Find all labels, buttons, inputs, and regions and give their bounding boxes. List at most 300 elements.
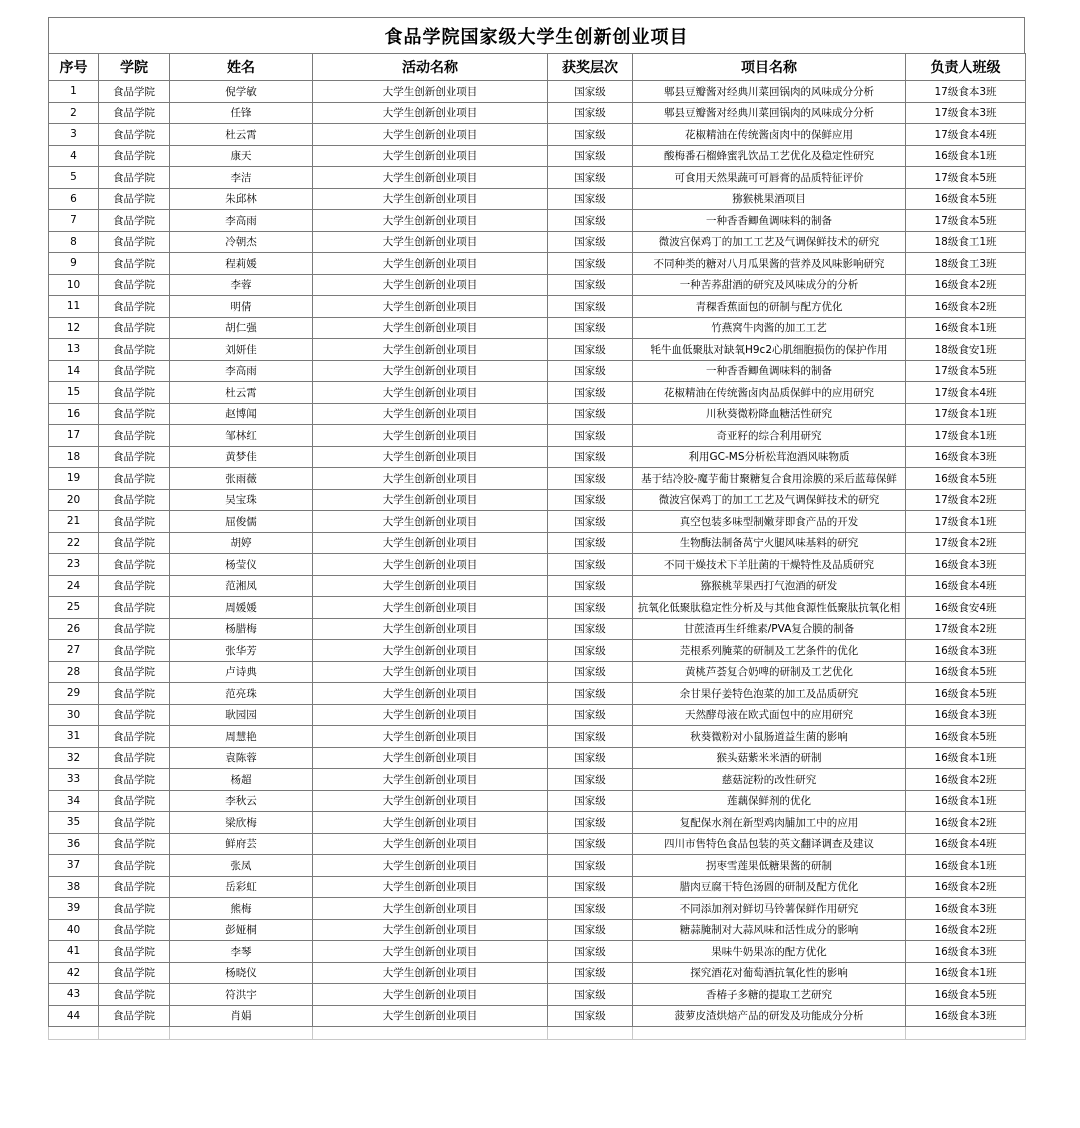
cell-college: 食品学院 [99,425,170,447]
cell-project: 不同添加剂对鲜切马铃薯保鲜作用研究 [633,898,906,920]
cell-index: 34 [49,790,99,812]
cell-project: 利用GC-MS分析松茸泡酒风味物质 [633,446,906,468]
cell-college: 食品学院 [99,360,170,382]
cell-index: 36 [49,833,99,855]
cell-project: 川秋葵微粉降血糖活性研究 [633,403,906,425]
cell-activity: 大学生创新创业项目 [313,511,548,533]
cell-class: 17级食本3班 [906,102,1026,124]
table-row [49,812,1026,834]
cell-award-level: 国家级 [548,618,633,640]
cell-class: 17级食本5班 [906,360,1026,382]
cell-index: 10 [49,274,99,296]
table-row [49,145,1026,167]
table-row [49,296,1026,318]
cell-project: 果味牛奶果冻的配方优化 [633,941,906,963]
cell-index: 22 [49,532,99,554]
header-class: 负责人班级 [906,54,1026,81]
cell-index: 20 [49,489,99,511]
table-row [49,532,1026,554]
table-row [49,403,1026,425]
cell-class: 17级食本5班 [906,167,1026,189]
cell-name: 张华芳 [170,640,313,662]
cell-activity: 大学生创新创业项目 [313,231,548,253]
header-college: 学院 [99,54,170,81]
cell-activity: 大学生创新创业项目 [313,597,548,619]
cell-project: 竹燕窝牛肉酱的加工工艺 [633,317,906,339]
cell-project: 猕猴桃果酒项目 [633,188,906,210]
cell-college: 食品学院 [99,833,170,855]
cell-class: 17级食本2班 [906,618,1026,640]
cell-award-level: 国家级 [548,833,633,855]
cell-name: 梁欣梅 [170,812,313,834]
cell-class: 17级食本1班 [906,425,1026,447]
cell-project: 四川市售特色食品包装的英文翻译调查及建议 [633,833,906,855]
cell-college: 食品学院 [99,446,170,468]
cell-activity: 大学生创新创业项目 [313,747,548,769]
cell-name: 黄梦佳 [170,446,313,468]
table-row [49,726,1026,748]
cell-class: 16级食本1班 [906,790,1026,812]
cell-project: 生物酶法制备莴宁火腿风味基料的研究 [633,532,906,554]
cell-project: 花椒精油在传统酱卤肉品质保鲜中的应用研究 [633,382,906,404]
cell-name: 邹林红 [170,425,313,447]
cell-project: 一种苦荞甜酒的研究及风味成分的分析 [633,274,906,296]
cell-project: 甘蔗渣再生纤维素/PVA复合膜的制备 [633,618,906,640]
cell-award-level: 国家级 [548,704,633,726]
table-row [49,339,1026,361]
cell-index: 1 [49,81,99,103]
cell-award-level: 国家级 [548,532,633,554]
cell-project: 微波宫保鸡丁的加工工艺及气调保鲜技术的研究 [633,231,906,253]
cell-college: 食品学院 [99,984,170,1006]
cell-award-level: 国家级 [548,855,633,877]
cell-award-level: 国家级 [548,210,633,232]
cell-activity: 大学生创新创业项目 [313,1005,548,1027]
cell-name: 李高雨 [170,210,313,232]
cell-award-level: 国家级 [548,640,633,662]
table-row [49,425,1026,447]
cell-college: 食品学院 [99,941,170,963]
table-row [49,446,1026,468]
cell-name: 冷朝杰 [170,231,313,253]
cell-activity: 大学生创新创业项目 [313,661,548,683]
cell-award-level: 国家级 [548,403,633,425]
table-row [49,769,1026,791]
cell-award-level: 国家级 [548,962,633,984]
cell-project: 花椒精油在传统酱卤肉中的保鲜应用 [633,124,906,146]
cell-project: 郫县豆瓣酱对经典川菜回锅肉的风味成分分析 [633,102,906,124]
cell-award-level: 国家级 [548,339,633,361]
table-row [49,683,1026,705]
cell-name: 肖娟 [170,1005,313,1027]
cell-college: 食品学院 [99,489,170,511]
cell-name: 李琴 [170,941,313,963]
cell-index: 30 [49,704,99,726]
cell-activity: 大学生创新创业项目 [313,446,548,468]
cell-activity: 大学生创新创业项目 [313,403,548,425]
cell-name: 鲜府芸 [170,833,313,855]
cell-class: 16级食本3班 [906,898,1026,920]
cell-project: 探究酒花对葡萄酒抗氧化性的影响 [633,962,906,984]
cell-award-level: 国家级 [548,124,633,146]
cell-college: 食品学院 [99,382,170,404]
cell-class: 16级食本5班 [906,468,1026,490]
cell-project: 慈菇淀粉的改性研究 [633,769,906,791]
cell-index: 3 [49,124,99,146]
cell-activity: 大学生创新创业项目 [313,812,548,834]
cell-activity: 大学生创新创业项目 [313,489,548,511]
cell-class: 16级食本2班 [906,812,1026,834]
table-row [49,231,1026,253]
cell-name: 符洪宇 [170,984,313,1006]
cell-award-level: 国家级 [548,661,633,683]
spreadsheet [48,17,1025,1040]
cell-index: 39 [49,898,99,920]
cell-college: 食品学院 [99,726,170,748]
cell-class: 16级食本5班 [906,683,1026,705]
cell-index: 29 [49,683,99,705]
table-row [49,317,1026,339]
cell-award-level: 国家级 [548,876,633,898]
table-row [49,984,1026,1006]
cell-award-level: 国家级 [548,1005,633,1027]
cell-index: 41 [49,941,99,963]
cell-college: 食品学院 [99,919,170,941]
cell-project: 一种香香鲫鱼调味料的制备 [633,210,906,232]
cell-name: 杜云霄 [170,124,313,146]
cell-award-level: 国家级 [548,575,633,597]
cell-project: 余甘果仔姜特色泡菜的加工及品质研究 [633,683,906,705]
cell-name: 杜云霄 [170,382,313,404]
cell-award-level: 国家级 [548,597,633,619]
cell-college: 食品学院 [99,855,170,877]
cell-class: 18级食工1班 [906,231,1026,253]
cell-index: 17 [49,425,99,447]
cell-class: 16级食本3班 [906,1005,1026,1027]
table-row [49,124,1026,146]
cell-activity: 大学生创新创业项目 [313,124,548,146]
cell-class: 16级食本5班 [906,188,1026,210]
cell-project: 猕猴桃苹果西打气泡酒的研发 [633,575,906,597]
cell-college: 食品学院 [99,532,170,554]
cell-index: 23 [49,554,99,576]
cell-award-level: 国家级 [548,511,633,533]
cell-index: 14 [49,360,99,382]
cell-college: 食品学院 [99,511,170,533]
cell-index: 38 [49,876,99,898]
cell-index: 9 [49,253,99,275]
cell-index: 18 [49,446,99,468]
cell-activity: 大学生创新创业项目 [313,876,548,898]
cell-college: 食品学院 [99,167,170,189]
table-row [49,511,1026,533]
cell-class: 16级食本1班 [906,962,1026,984]
cell-name: 胡仁强 [170,317,313,339]
cell-college: 食品学院 [99,640,170,662]
cell-award-level: 国家级 [548,898,633,920]
cell-project: 抗氧化低聚肽稳定性分析及与其他食源性低聚肽抗氧化相 [633,597,906,619]
cell-name: 耿园园 [170,704,313,726]
table-row [49,1005,1026,1027]
cell-project: 秋葵微粉对小鼠肠道益生菌的影响 [633,726,906,748]
cell-index: 32 [49,747,99,769]
cell-index: 28 [49,661,99,683]
cell-activity: 大学生创新创业项目 [313,317,548,339]
cell-index: 19 [49,468,99,490]
header-award-level: 获奖层次 [548,54,633,81]
table-row [49,575,1026,597]
cell-award-level: 国家级 [548,253,633,275]
cell-index: 2 [49,102,99,124]
cell-index: 11 [49,296,99,318]
cell-project: 一种香香鲫鱼调味料的制备 [633,360,906,382]
cell-project: 牦牛血低聚肽对缺氧H9c2心肌细胞损伤的保护作用 [633,339,906,361]
cell-name: 胡婷 [170,532,313,554]
cell-name: 吴宝珠 [170,489,313,511]
cell-name: 赵博闻 [170,403,313,425]
cell-class: 16级食本3班 [906,704,1026,726]
cell-award-level: 国家级 [548,812,633,834]
cell-award-level: 国家级 [548,296,633,318]
table-row [49,253,1026,275]
cell-college: 食品学院 [99,618,170,640]
cell-class: 16级食本3班 [906,446,1026,468]
cell-name: 熊梅 [170,898,313,920]
cell-name: 倪学敏 [170,81,313,103]
table-row [49,790,1026,812]
cell-name: 杨腊梅 [170,618,313,640]
cell-project: 菠萝皮渣烘焙产品的研发及功能成分分析 [633,1005,906,1027]
table-row [49,941,1026,963]
cell-index: 15 [49,382,99,404]
cell-index: 8 [49,231,99,253]
table-row [49,360,1026,382]
cell-activity: 大学生创新创业项目 [313,769,548,791]
cell-index: 12 [49,317,99,339]
table-row [49,468,1026,490]
cell-award-level: 国家级 [548,919,633,941]
cell-class: 17级食本2班 [906,532,1026,554]
cell-class: 16级食本4班 [906,833,1026,855]
cell-activity: 大学生创新创业项目 [313,575,548,597]
table-row [49,640,1026,662]
cell-name: 岳彩虹 [170,876,313,898]
table-row [49,919,1026,941]
cell-index: 37 [49,855,99,877]
cell-project: 糖蒜腌制对大蒜风味和活性成分的影响 [633,919,906,941]
cell-college: 食品学院 [99,145,170,167]
cell-activity: 大学生创新创业项目 [313,726,548,748]
cell-class: 17级食本5班 [906,210,1026,232]
cell-project: 青稞香蕉面包的研制与配方优化 [633,296,906,318]
header-project: 项目名称 [633,54,906,81]
cell-activity: 大学生创新创业项目 [313,941,548,963]
cell-project: 猴头菇紫米米酒的研制 [633,747,906,769]
cell-activity: 大学生创新创业项目 [313,984,548,1006]
cell-class: 16级食本5班 [906,984,1026,1006]
cell-index: 27 [49,640,99,662]
cell-activity: 大学生创新创业项目 [313,468,548,490]
cell-name: 周慧艳 [170,726,313,748]
cell-college: 食品学院 [99,683,170,705]
cell-college: 食品学院 [99,124,170,146]
cell-activity: 大学生创新创业项目 [313,425,548,447]
cell-college: 食品学院 [99,339,170,361]
cell-index: 7 [49,210,99,232]
cell-activity: 大学生创新创业项目 [313,640,548,662]
cell-activity: 大学生创新创业项目 [313,382,548,404]
cell-activity: 大学生创新创业项目 [313,919,548,941]
table-row [49,898,1026,920]
cell-project: 酸梅番石榴蜂蜜乳饮品工艺优化及稳定性研究 [633,145,906,167]
cell-activity: 大学生创新创业项目 [313,683,548,705]
cell-class: 16级食本1班 [906,317,1026,339]
cell-class: 16级食本1班 [906,855,1026,877]
cell-activity: 大学生创新创业项目 [313,339,548,361]
cell-name: 李洁 [170,167,313,189]
cell-name: 康天 [170,145,313,167]
table-row [49,704,1026,726]
cell-award-level: 国家级 [548,274,633,296]
cell-name: 袁陈蓉 [170,747,313,769]
cell-activity: 大学生创新创业项目 [313,296,548,318]
cell-class: 16级食本2班 [906,296,1026,318]
cell-name: 彭娅桐 [170,919,313,941]
cell-index: 40 [49,919,99,941]
cell-college: 食品学院 [99,575,170,597]
cell-activity: 大学生创新创业项目 [313,790,548,812]
cell-award-level: 国家级 [548,188,633,210]
cell-activity: 大学生创新创业项目 [313,618,548,640]
cell-activity: 大学生创新创业项目 [313,167,548,189]
cell-college: 食品学院 [99,188,170,210]
table-row [49,167,1026,189]
cell-college: 食品学院 [99,876,170,898]
cell-college: 食品学院 [99,790,170,812]
cell-name: 李秋云 [170,790,313,812]
cell-activity: 大学生创新创业项目 [313,532,548,554]
cell-award-level: 国家级 [548,790,633,812]
cell-name: 程莉媛 [170,253,313,275]
cell-project: 黄桃芦荟复合奶啤的研制及工艺优化 [633,661,906,683]
cell-activity: 大学生创新创业项目 [313,554,548,576]
cell-award-level: 国家级 [548,317,633,339]
cell-project: 真空包装多味型制嫩芽即食产品的开发 [633,511,906,533]
table-row [49,188,1026,210]
cell-index: 13 [49,339,99,361]
table-row [49,747,1026,769]
cell-class: 17级食本2班 [906,489,1026,511]
cell-name: 杨超 [170,769,313,791]
sheet-title: 食品学院国家级大学生创新创业项目 [48,17,1025,53]
cell-award-level: 国家级 [548,446,633,468]
header-index: 序号 [49,54,99,81]
cell-award-level: 国家级 [548,167,633,189]
data-table [48,53,1026,1040]
cell-award-level: 国家级 [548,747,633,769]
empty-row [49,1027,1026,1040]
cell-college: 食品学院 [99,274,170,296]
cell-name: 范湘凤 [170,575,313,597]
cell-award-level: 国家级 [548,554,633,576]
table-row [49,597,1026,619]
cell-name: 朱邱林 [170,188,313,210]
cell-college: 食品学院 [99,1005,170,1027]
cell-activity: 大学生创新创业项目 [313,360,548,382]
cell-class: 16级食本2班 [906,876,1026,898]
cell-class: 16级食本3班 [906,554,1026,576]
cell-class: 16级食本5班 [906,661,1026,683]
cell-index: 21 [49,511,99,533]
cell-project: 莲藕保鲜剂的优化 [633,790,906,812]
cell-activity: 大学生创新创业项目 [313,274,548,296]
table-row [49,855,1026,877]
cell-award-level: 国家级 [548,984,633,1006]
cell-class: 16级食本1班 [906,145,1026,167]
cell-index: 16 [49,403,99,425]
cell-name: 周媛媛 [170,597,313,619]
cell-activity: 大学生创新创业项目 [313,210,548,232]
table-row [49,382,1026,404]
cell-college: 食品学院 [99,962,170,984]
cell-index: 44 [49,1005,99,1027]
cell-award-level: 国家级 [548,468,633,490]
cell-activity: 大学生创新创业项目 [313,704,548,726]
cell-award-level: 国家级 [548,145,633,167]
table-row [49,81,1026,103]
cell-project: 不同种类的糖对八月瓜果酱的营养及风味影响研究 [633,253,906,275]
cell-activity: 大学生创新创业项目 [313,145,548,167]
cell-class: 17级食本4班 [906,382,1026,404]
cell-college: 食品学院 [99,296,170,318]
cell-project: 不同干燥技术下羊肚菌的干燥特性及品质研究 [633,554,906,576]
cell-college: 食品学院 [99,102,170,124]
cell-college: 食品学院 [99,554,170,576]
cell-college: 食品学院 [99,704,170,726]
cell-index: 35 [49,812,99,834]
cell-college: 食品学院 [99,253,170,275]
cell-activity: 大学生创新创业项目 [313,188,548,210]
cell-name: 明倩 [170,296,313,318]
cell-project: 可食用天然果蔬可可唇膏的品质特征评价 [633,167,906,189]
cell-class: 16级食本3班 [906,640,1026,662]
cell-project: 基于结冷胶-魔芋葡甘聚糖复合食用涂膜的采后蓝莓保鲜 [633,468,906,490]
cell-class: 16级食本2班 [906,769,1026,791]
cell-class: 17级食本1班 [906,511,1026,533]
cell-project: 芫根系列腌菜的研制及工艺条件的优化 [633,640,906,662]
cell-award-level: 国家级 [548,726,633,748]
cell-award-level: 国家级 [548,102,633,124]
cell-college: 食品学院 [99,210,170,232]
cell-class: 16级食本1班 [906,747,1026,769]
cell-project: 微波宫保鸡丁的加工工艺及气调保鲜技术的研究 [633,489,906,511]
cell-college: 食品学院 [99,812,170,834]
header-row [49,54,1026,81]
cell-class: 16级食本4班 [906,575,1026,597]
cell-name: 杨晓仪 [170,962,313,984]
cell-award-level: 国家级 [548,769,633,791]
cell-name: 张凤 [170,855,313,877]
cell-award-level: 国家级 [548,941,633,963]
cell-college: 食品学院 [99,597,170,619]
table-row [49,833,1026,855]
cell-index: 25 [49,597,99,619]
cell-college: 食品学院 [99,231,170,253]
cell-award-level: 国家级 [548,683,633,705]
cell-activity: 大学生创新创业项目 [313,102,548,124]
cell-index: 42 [49,962,99,984]
cell-class: 17级食本1班 [906,403,1026,425]
